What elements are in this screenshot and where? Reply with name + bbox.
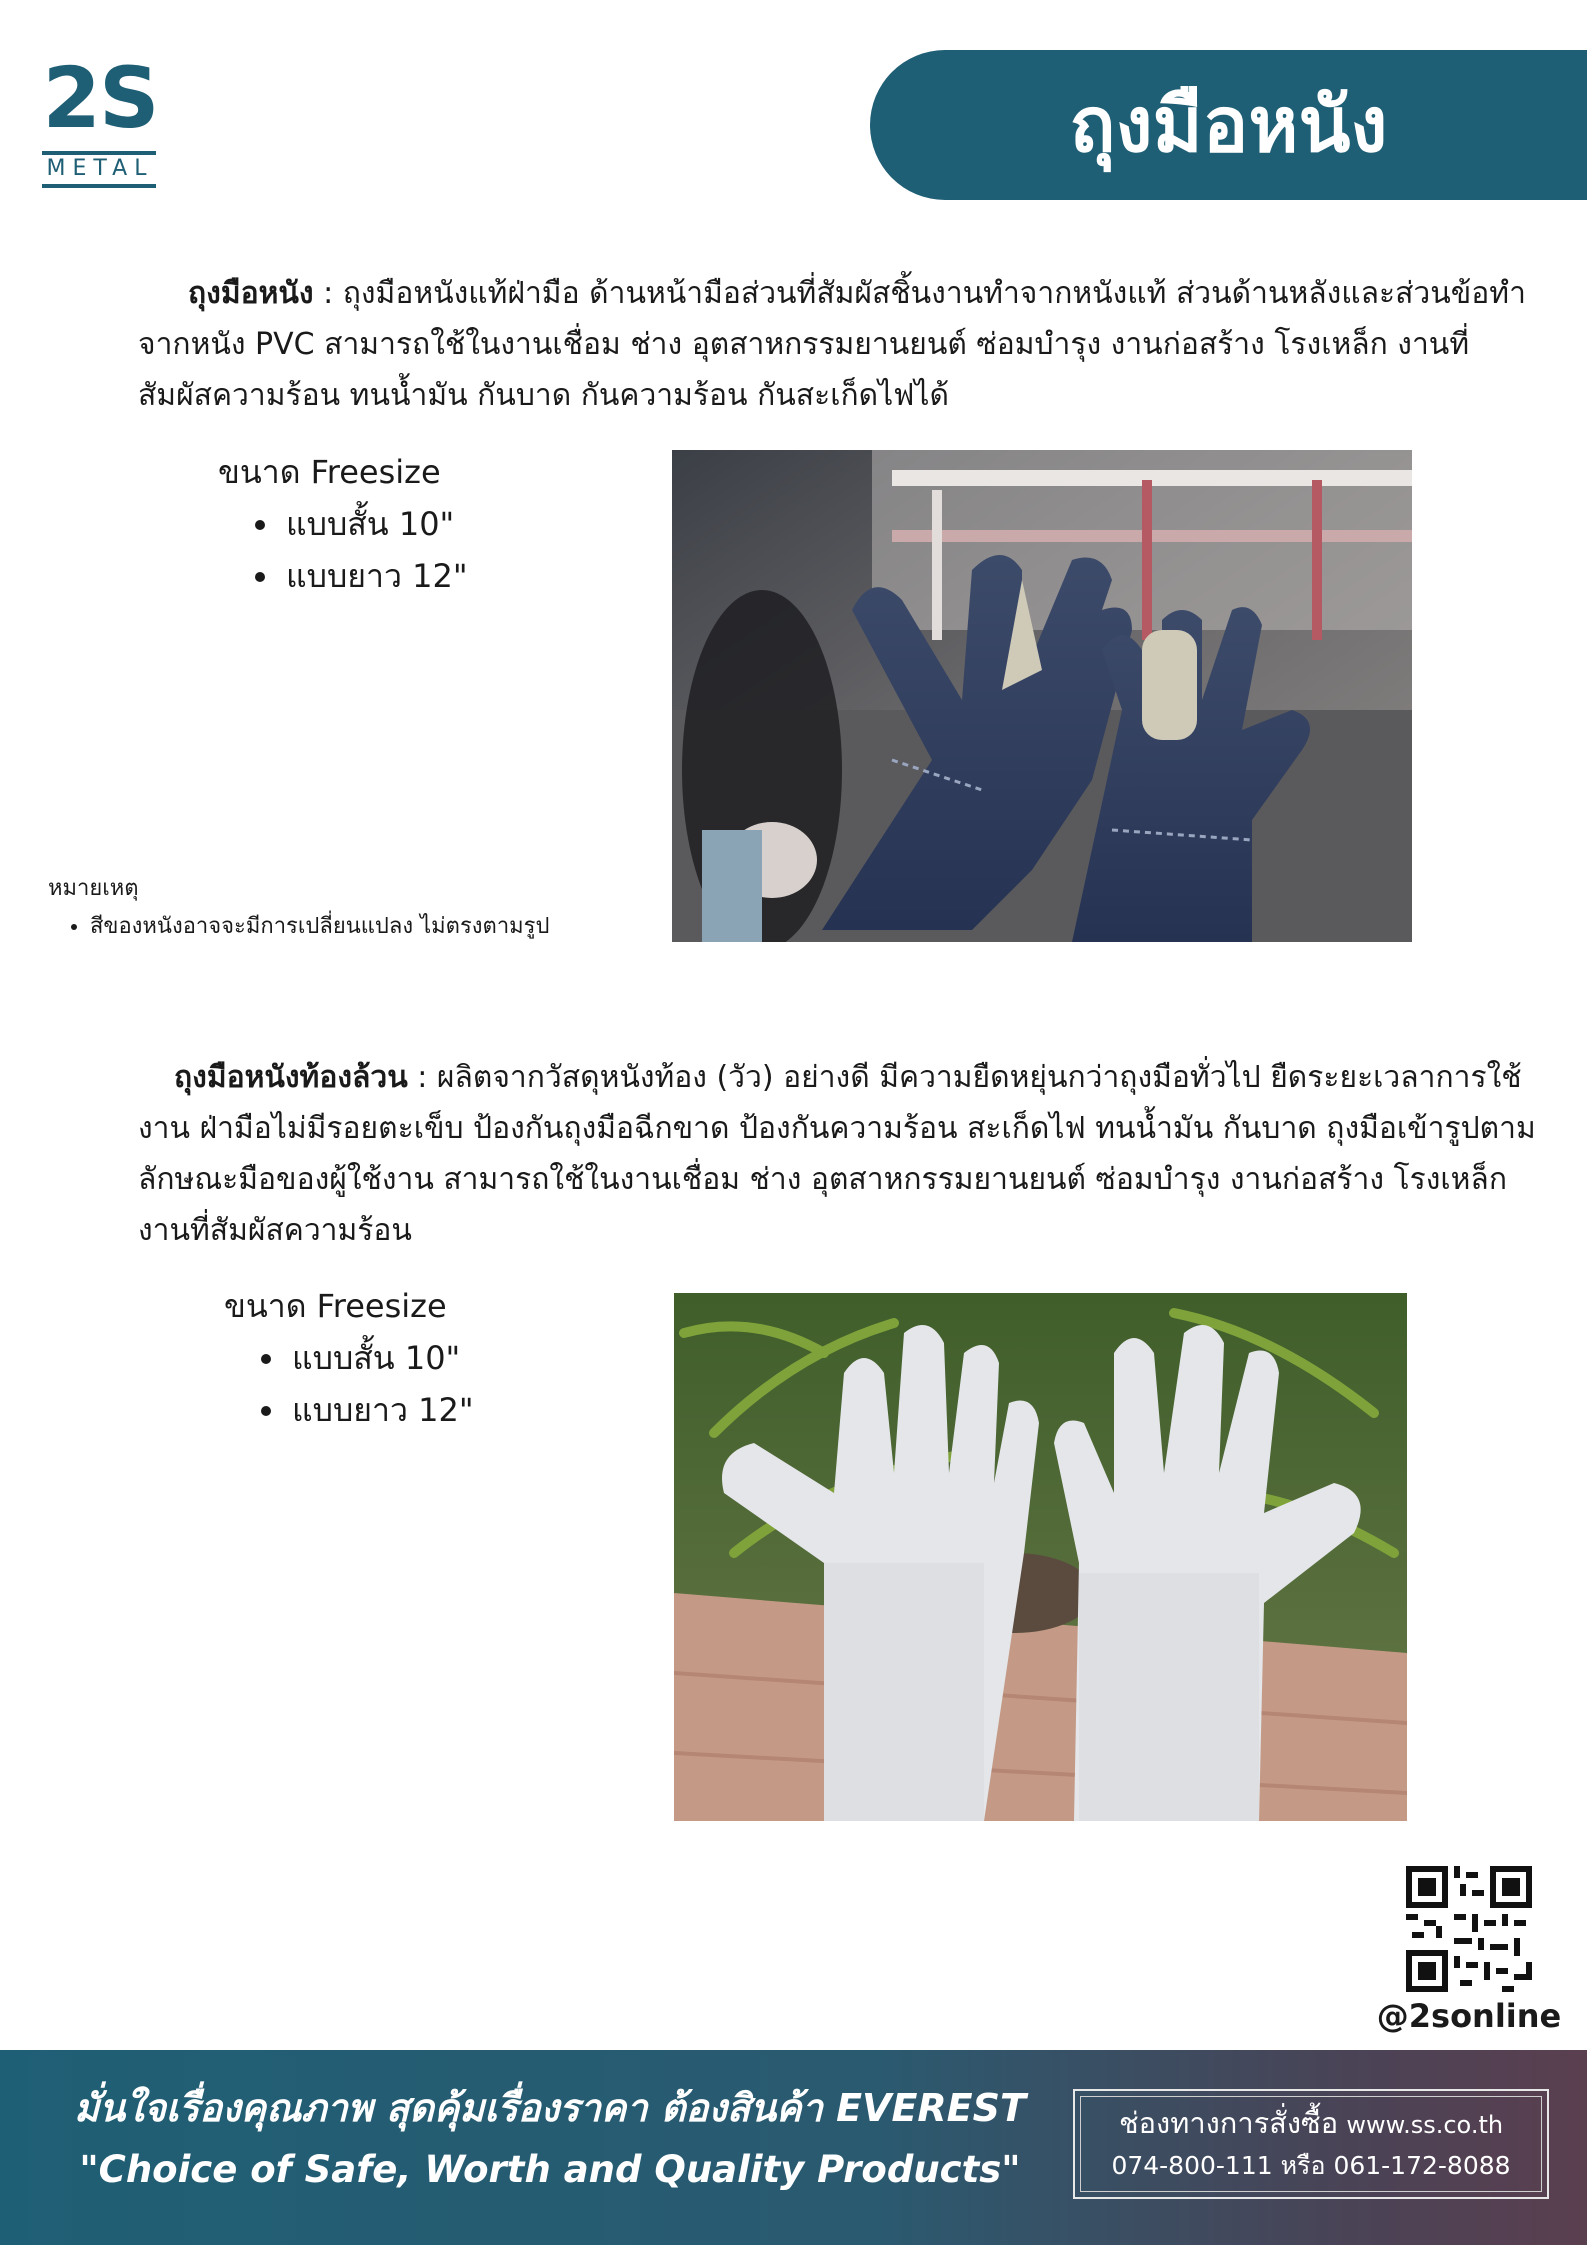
- order-channel-box: [1073, 2089, 1549, 2199]
- logo-rule-bottom: [42, 184, 156, 188]
- section1-size-long: • แบบยาว 12": [282, 550, 468, 602]
- note-block: [48, 870, 549, 946]
- section2-sizes: [224, 1280, 474, 1436]
- order-phones: 074-800-111 หรือ 061-172-8088: [1111, 2151, 1511, 2180]
- social-handle: @2sonline: [1376, 1997, 1562, 2035]
- logo-subtitle: METAL: [46, 156, 154, 181]
- section2-description: [138, 1052, 1538, 1256]
- leather-glove-photo: [672, 450, 1412, 942]
- section1-text: : ถุงมือหนังแท้ฝ่ามือ ด้านหน้ามือส่วนที่สัมผัสชิ้นงานทำจากหนังแท้ ส่วนด้านหลังและส่วนข้อทำจากหนัง PVC สามารถใช้ในงานเชื่อม ช่าง อุตสาหกรรมยานยนต์ ซ่อมบำรุง งานก่อสร้าง โรงเหล็ก งานที่สัมผัสความร้อน ทนน้ำมัน กันบาด กันความร้อน กันสะเก็ดไฟได้: [138, 276, 1526, 413]
- logo-wordmark: 2S: [42, 49, 158, 147]
- slogan-english: "Choice of Safe, Worth and Quality Products": [79, 2148, 1021, 2191]
- logo-rule-top: [42, 151, 156, 155]
- note-label: หมายเหตุ: [48, 876, 139, 901]
- section1-size-short: • แบบสั้น 10": [282, 498, 468, 550]
- section2-text: : ผลิตจากวัสดุหนังท้อง (วัว) อย่างดี มีความยืดหยุ่นกว่าถุงมือทั่วไป ยืดระยะเวลาการใช้งาน ฝ่ามือไม่มีรอยตะเข็บ ป้องกันถุงมือฉีกขาด ป้องกันความร้อน สะเก็ดไฟ ทนน้ำมัน กันบาด ถุงมือเข้ารูปตามลักษณะมือของผู้ใช้งาน สามารถใช้ในงานเชื่อม ช่าง อุตสาหกรรมยานยนต์ ซ่อมบำรุง งานก่อสร้าง โรงเหล็ก งานที่สัมผัสความร้อน: [138, 1060, 1536, 1248]
- slogan-thai: มั่นใจเรื่องคุณภาพ สุดคุ้มเรื่องราคา ต้องสินค้า EVEREST: [74, 2086, 1026, 2130]
- section2-name: ถุงมือหนังท้องล้วน: [174, 1060, 408, 1095]
- order-line-top: [1075, 2101, 1547, 2147]
- section1-sizes: [218, 446, 468, 602]
- note-item: • สีของหนังอาจจะมีการเปลี่ยนแปลง ไม่ตรงตามรูป: [90, 908, 549, 946]
- website-link[interactable]: www.ss.co.th: [1346, 2111, 1504, 2139]
- section1-description: [138, 268, 1538, 421]
- section2-size-short: • แบบสั้น 10": [288, 1332, 474, 1384]
- section1-name: ถุงมือหนัง: [188, 276, 314, 311]
- split-leather-glove-photo: [674, 1293, 1407, 1821]
- page-title-banner: [870, 50, 1587, 200]
- section1-size-label: ขนาด Freesize: [218, 453, 441, 491]
- footer-banner: [0, 2050, 1587, 2245]
- brand-logo: [40, 48, 160, 190]
- page-title: ถุงมือหนัง: [1069, 80, 1388, 169]
- qr-code[interactable]: [1406, 1866, 1532, 1992]
- order-label: ช่องทางการสั่งซื้อ: [1118, 2106, 1339, 2140]
- section2-size-label: ขนาด Freesize: [224, 1287, 447, 1325]
- section2-size-long: • แบบยาว 12": [288, 1384, 474, 1436]
